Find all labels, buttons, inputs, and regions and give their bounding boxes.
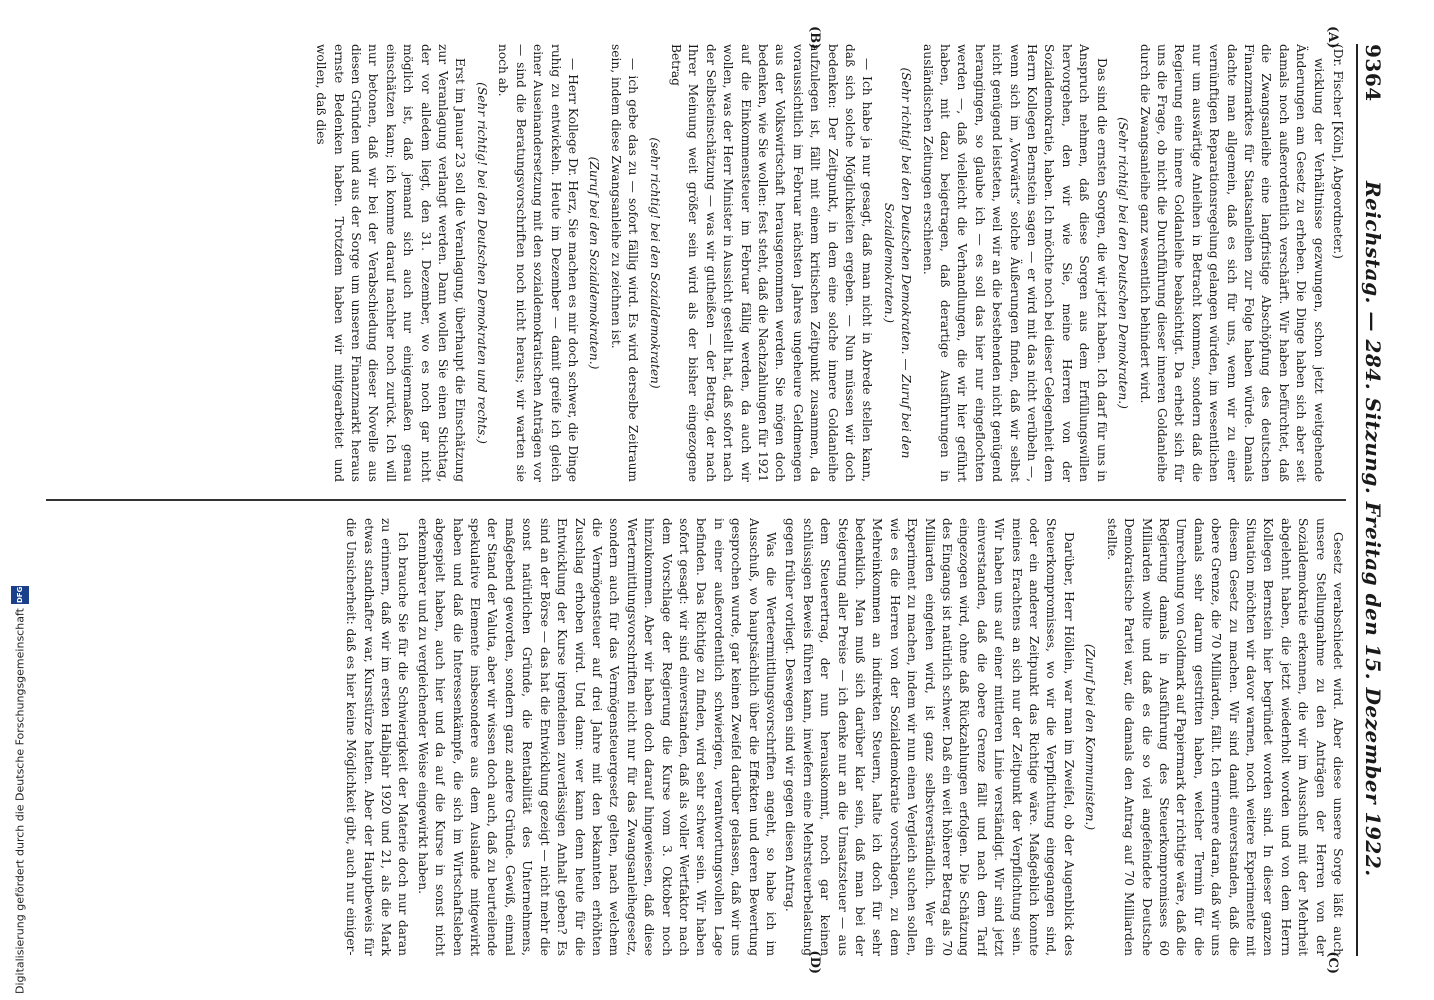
stage-direction: (Sehr richtig! bei den Deutschen Demokraten und rechts.) <box>474 82 489 444</box>
paragraph: wicklung der Verhältnisse gezwungen, schon jetzt weitgehende Änderungen am Gesetz zu erheben. Die Dinge haben sich aber seit damals noch außerordentlich verschärft. Wir haben befürchtet, daß die Zwangsanleihe eine langfristige Abschöpfung des deutschen Finanzmarktes für Staatsanleihen zur Folge haben würde. Damals dachte man allgemein, daß es sich für uns, wenn wir zu einer vernünftigen Reparationsregelung gelangen würden, im wesentlichen nur um auswärtige Anleihen in Betracht kommen, sondern daß die Regierung eine innere Goldanleihe beabsichtigt. Da erhebt sich für uns die Frage, ob nicht die Durchführung dieser inneren Goldanleihe durch die Zwangsanleihe ganz wesentlich behindert wird. <box>1137 44 1326 482</box>
paragraph: Was die Werteermittlungsvorschriften angeht, so habe ich im Ausschuß, wo hauptsächlich über die Effekten und deren Bewertung gesprochen wurde, gar keinen Zweifel darüber gelassen, daß wir uns in einer außerordentlich schwierigen, verantwortungsvollen Lage befinden. Das Richtige zu finden, wird sehr schwer sein. Wir haben sofort gesagt: wir sind einverstanden, daß als voller Wertfaktor nach dem Vorschlage der Regierung die Kurse vom 3. Oktober noch hinzukommen. Aber wir haben doch darauf hingewiesen, daß diese Wertermittlungsvorschriften nicht nur für das Zwangsanleihegesetz, sondern auch für das Vermögensteuergesetz gelten, nach welchem die Vermögensteuer auf drei Jahre mit den bekannten erhöhten Zuschlag erhoben wird. Und dann: wer kann denn heute für die Entwicklung der Kurse irgendeinen zuverlässigen Anhalt geben? Es sind an der Börse — das hat die Entwicklung gezeigt — nicht mehr die sonst natürlichen Gründe, die Rentabilität des Unternehmens, maßgebend geworden, sondern ganz andere Gründe. Gewiß, einmal der Stand der Valuta, aber wir wissen doch auch, daß zu beurteilende spekulative Elemente insbesondere aus dem Auslande mitgewirkt haben und daß die Interessenkämpfe, die sich im Wirtschaftsleben abgespielt haben, auch hier und da auf die Kurse in sonst nicht erkennbarer und zu vergleichender Weise eingewirkt haben. <box>415 518 778 956</box>
paragraph: — ich gebe das zu — sofort fällig wird. Es wird derselbe Zeitraum sein, indem diese Zwangsanleihe zu zeichnen ist. <box>608 44 641 482</box>
stage-direction: (Sehr richtig! bei den Deutschen Demokraten.) <box>1116 117 1131 409</box>
stage-direction: (sehr richtig! bei den Sozialdemokraten) <box>647 137 662 389</box>
paragraph: — Herr Kollege Dr. Herz, Sie machen es mir doch schwer, die Dinge ruhig zu entwickeln. Heute im Dezember — damit greife ich gleich einer Auseinandersetzung mit den sozialdemokratischen Anträgen vor — sind die Beratungsvorschriften noch nicht heraus; wir warten sie noch ab. <box>496 44 580 482</box>
paragraph: Ich brauche Sie für die Schwierigkeit der Materie doch nur daran zu erinnern, daß wir im ersten Halbjahr 1920 und 21, als die Mark etwas standhafter war, Kursstürze hatten. Aber der Hauptbeweis für die Unsicherheit: daß es hier keine Möglichkeit gibt, auch nur einiger- <box>344 518 411 956</box>
right-column <box>46 518 1346 956</box>
left-column <box>46 44 1346 482</box>
page-number: 9364 <box>1361 44 1385 102</box>
margin-marker-c: (C) <box>1325 951 1340 974</box>
stage-direction: (Sehr richtig! bei den Deutschen Demokraten. — Zuruf bei den Sozialdemokraten.) <box>881 67 914 459</box>
dfg-logo: DFG <box>11 586 29 604</box>
digitization-text: Digitalisierung gefördert durch die Deutsche Forschungsgemeinschaft <box>13 608 27 994</box>
paragraph: Gesetz verabschiedet wird. Aber diese unsere Sorge läßt auch unsere Stellungnahme zu den Anträgen der Herren von der Sozialdemokratie erkennen, die wir im Ausschuß mit der Mehrheit abgelehnt haben, die jetzt wiederholt worden und von dem Herrn Kollegen Bernstein hier begründet worden sind. In dieser ganzen Situation möchten wir davor warnen, noch weitere Experimente mit diesem Gesetz zu machen. Wir sind damit einverstanden, daß die obere Grenze, die 70 Milliarden, fällt. Ich erinnere daran, daß wir uns damals sehr darum gestritten haben, welcher Termin für die Umrechnung von Goldmark auf Papiermark der richtige wäre, daß die Regierung damals in Ausführung des Steuerkompromisses 60 Milliarden wollte und daß es die so viel angefeindete Deutsche Demokratische Partei war, die damals den Antrag auf 70 Milliarden stellte. <box>1104 518 1345 956</box>
digitization-note <box>10 4 30 994</box>
page-title: Reichstag. — 284. Sitzung. Freitag den 15. Dezember 1922. <box>1361 180 1385 877</box>
paragraph: — Ich habe ja nur gesagt, daß man nicht in Abrede stellen kann, daß sich solche Möglichkeiten ergeben. — Nun müssen wir doch bedenken: Der Zeitpunkt, in dem eine solche innere Goldanleihe aufzulegen ist, fällt mit einem kritischen Zeitpunkt zusammen, da voraussichtlich im Februar nächsten Jahres ungeheure Geldmengen aus der Volkswirtschaft herausgenommen werden. Sie mögen doch bedenken, wie Sie wollen: fest steht, daß die Nachzahlungen für 1921 auf die Einkommensteuer im Februar fällig werden, da auch wir wollen, was der Herr Minister in Aussicht gestellt hat, daß sofort nach der Selbsteinschätzung — was wir gutheißen — der Betrag, der nach Ihrer Meinung weit größer sein wird als der bisher eingezogene Betrag <box>668 44 875 482</box>
stage-direction: (Zuruf bei den Sozialdemokraten.) <box>587 156 602 370</box>
paragraph: Erst im Januar 23 soll die Veranlagung, überhaupt die Einschätzung zur Veranlagung verlangt werden. Dann wollen Sie einen Stichtag, der vor alledem liegt, den 31. Dezember, wo es noch gar nicht möglich ist, daß jemand sich auch nur einigermaßen genau einschätzen kann; ich komme darauf nachher noch zurück. Ich will nur betonen, daß wir bei der Verabschiedung dieser Novelle aus diesen Gründen und aus der Sorge um unseren Finanzmarkt heraus ernste Bedenken haben. Trotzdem haben wir mitgearbeitet und wollen, daß dies <box>314 44 468 482</box>
column-divider <box>46 499 1346 501</box>
margin-marker-d: (D) <box>807 950 822 974</box>
paragraph: Darüber, Herr Höllein, war man im Zweifel, ob der Augenblick des Steuerkompromisses, wo wir die Verpflichtung eingegangen sind, oder ein anderer Zeitpunkt das Richtige wäre. Maßgeblich konnte meines Erachtens an sich nur der Zeitpunkt der Verpflichtung sein. Wir haben uns auf einer mittleren Linie verständigt. Wir sind jetzt einverstanden, daß die obere Grenze fällt und nach dem Tarif eingezogen wird, ohne daß Rückzahlungen erfolgen. Die Schätzung des Eingangs ist natürlich schwer. Daß ein weit höherer Betrag als 70 Milliarden eingehen wird, ist ganz selbstverständlich. Wer ein Experiment zu machen, indem wir nun einen Vergleich suchen sollen, wie es die Herren von der Sozialdemokratie vorschlagen, zu dem Mehreinkommen an indirekten Steuern, halte ich doch für sehr bedenklich. Man muß sich darüber klar sein, daß man bei der Steigerung aller Preise — ich denke nur an die Umsatzsteuer — aus dem Steuerertrag, der nun herauskommt, noch gar keinen schlüssigen Beweis führen kann, inwiefern eine Mehrsteuerbelastung gegen früher vorliegt. Deswegen sind wir gegen diesen Antrag. <box>783 518 1076 956</box>
margin-marker-b: (B) <box>807 26 822 50</box>
margin-marker-a: (A) <box>1325 26 1340 49</box>
speaker-line: (Dr. Fischer [Köln], Abgeordneter.) <box>1331 44 1345 259</box>
stage-direction: (Zuruf bei den Kommunisten.) <box>1083 643 1098 831</box>
paragraph: Das sind die ernsten Sorgen, die wir jetzt haben. Ich darf für uns in Anspruch nehmen, daß diese Sorgen aus dem Erfüllungswillen hervorgehen, den wir wie Sie, meine Herren von der Sozialdemokratie, haben. Ich möchte noch bei dieser Gelegenheit dem Herrn Kollegen Bernstein sagen — er wird mit das nicht verübeln —, wenn sich im „Vorwärts“ solche Äußerungen finden, daß wir selbst nicht genügend leisteten, weil wir an die bestehenden nicht genügend herangingen, so glaube ich — es soll das hier nur eingeflochten werden —, daß vielleicht die Verhandlungen, die wir hier geführt haben, mit dazu beigetragen, daß derartige Ausführungen in ausländischen Zeitungen erschienen. <box>920 44 1109 482</box>
page-header <box>1356 44 1388 956</box>
newspaper-page <box>32 20 1402 980</box>
